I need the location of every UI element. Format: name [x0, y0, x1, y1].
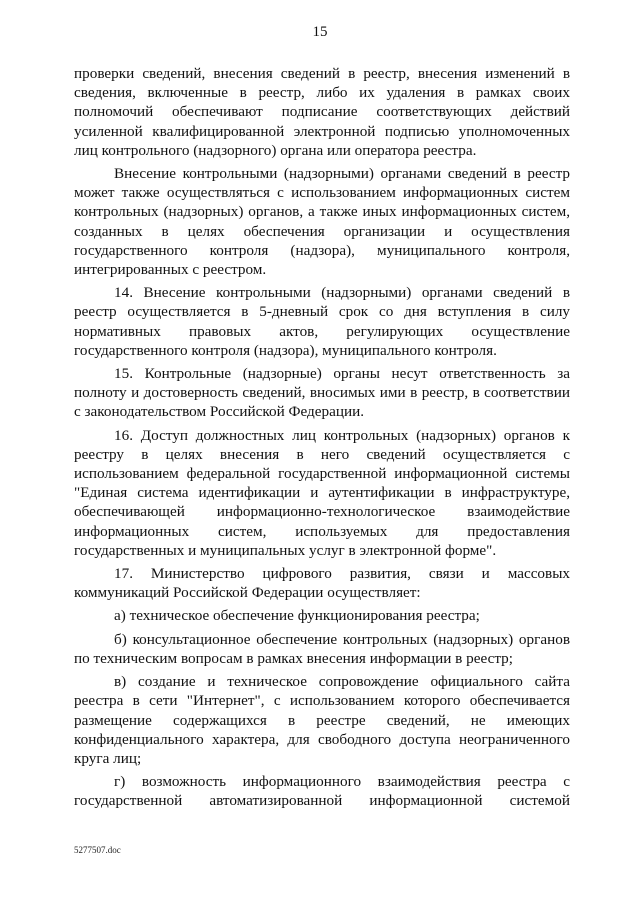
paragraph-continuation: проверки сведений, внесения сведений в реестр, внесения изменений в сведения, включенные в реестр, либо их удаления в рамках своих полномочий обеспечивают подписание соответствующих действий усиленной квалифицированной электронной подписью уполномоченных лиц контрольного (надзорного) органа или оператора реестра.	[74, 65, 570, 159]
paragraph-subitem-v: в) создание и техническое сопровождение официального сайта реестра в сети "Интернет", с использованием которого обеспечивается размещение содержащихся в реестре сведений, не имеющих конфиденциального характера, для свободного доступа неограниченного круга лиц;	[74, 673, 570, 767]
paragraph-item-16: 16. Доступ должностных лиц контрольных (надзорных) органов к реестру в целях внесения в него сведений осуществляется с использованием федеральной государственной информационной системы "Единая система идентификации и аутентификации в инфраструктуре, обеспечивающей информационно-технологическое взаимодействие информационных систем, используемых для предоставления государственных и муниципальных услуг в электронной форме".	[74, 426, 570, 559]
page-number: 15	[312, 24, 328, 40]
paragraph-subitem-g: г) возможность информационного взаимодействия реестра с государственной автоматизированной информационной системой	[74, 773, 570, 810]
document-reference: 5277507.doc	[74, 845, 121, 855]
paragraph-item-17: 17. Министерство цифрового развития, связи и массовых коммуникаций Российской Федерации осуществляет:	[74, 565, 570, 602]
paragraph-item-15: 15. Контрольные (надзорные) органы несут ответственность за полноту и достоверность сведений, вносимых ими в реестр, в соответствии с законодательством Российской Федерации.	[74, 365, 570, 421]
document-body	[74, 64, 570, 815]
paragraph-subitem-b: б) консультационное обеспечение контрольных (надзорных) органов по техническим вопросам в рамках внесения информации в реестр;	[74, 630, 570, 667]
paragraph-subitem-a: а) техническое обеспечение функционирования реестра;	[114, 607, 480, 625]
paragraph-item-14: 14. Внесение контрольными (надзорными) органами сведений в реестр осуществляется в 5-дневный срок со дня вступления в силу нормативных правовых актов, регулирующих осуществление государственного контроля (надзора), муниципального контроля.	[74, 284, 570, 359]
paragraph-registry-input: Внесение контрольными (надзорными) органами сведений в реестр может также осуществляться с использованием информационных систем контрольных (надзорных) органов, а также иных информационных систем, созданных в целях обеспечения организации и осуществления государственного контроля (надзора), муниципального контроля, интегрированных с реестром.	[74, 165, 570, 279]
